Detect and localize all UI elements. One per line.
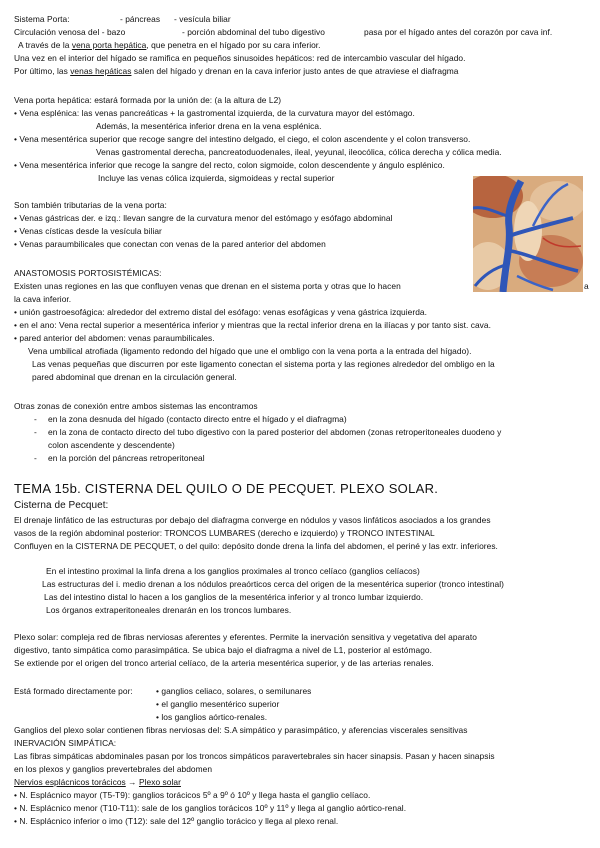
nerve-item: • N. Esplácnico inferior o imo (T12): sale del 12º ganglio torácico y llega al plexo renal. xyxy=(14,816,339,826)
portal-vein-illustration xyxy=(473,176,583,292)
anastomosis-item: • unión gastroesofágica: alrededor del extremo distal del esófago: venas esofágicas y vena gástrica izquierda. xyxy=(14,307,427,317)
anastomosis-line: la cava inferior. xyxy=(14,294,72,304)
cisterna-title: Cisterna de Pecquet: xyxy=(14,500,109,511)
venas-hepaticas-term: venas hepáticas xyxy=(70,66,132,76)
anastomosis-title: ANASTOMOSIS PORTOSISTÉMICAS: xyxy=(14,268,162,278)
plexo-solar-term: Plexo solar xyxy=(138,777,181,787)
formation-note: Incluye las venas cólica izquierda, sigmoideas y rectal superior xyxy=(98,173,335,183)
nervios-term: Nervios esplácnicos torácicos xyxy=(14,777,126,787)
circ-c: pasa por el hígado antes del corazón por cava inf. xyxy=(364,27,553,37)
other-item: en la zona desnuda del hígado (contacto directo entre el hígado y el diafragma) xyxy=(48,414,347,424)
plexo-text: en los plexos y ganglios prevertebrales del abdomen xyxy=(14,764,213,774)
formation-item: • Vena esplénica: las venas pancreáticas + la gastromental izquierda, de la curvatura mayor del estómago. xyxy=(14,108,415,118)
formation-note: Venas gastromental derecha, pancreatoduodenales, ileal, yeyunal, ileocólica, cólica derecha y cólica media. xyxy=(96,147,502,157)
dash: - xyxy=(34,414,37,424)
formed-by-label: Está formado directamente por: xyxy=(14,686,133,696)
tributary-item: • Venas gástricas der. e izq.: llevan sangre de la curvatura menor del estómago y esófago abdominal xyxy=(14,213,393,223)
cisterna-text: vasos de la región abdominal posterior: TRONCOS LUMBARES (derecho e izquierdo) y TRONCO INTESTINAL xyxy=(14,528,435,538)
anastomosis-line: Existen unas regiones en las que confluyen venas que drenan en el sistema porta y otras que lo hacen xyxy=(14,281,401,291)
circ-b: - porción abdominal del tubo digestivo xyxy=(182,27,325,37)
cisterna-detail: En el intestino proximal la linfa drena a los ganglios proximales al tronco celíaco (ganglios celíacos) xyxy=(46,566,420,576)
plexo-text: Ganglios del plexo solar contienen fibras nerviosas del: S.A simpático y parasimpático, y aferencias viscerales sensitivas xyxy=(14,725,468,735)
line3-b: , que penetra en el hígado por su cara inferior. xyxy=(146,40,321,50)
formation-intro: Vena porta hepática: estará formada por la unión de: (a la altura de L2) xyxy=(14,95,282,105)
circ-a: Circulación venosa del - bazo xyxy=(14,27,126,37)
anastomosis-note: Las venas pequeñas que discurren por este ligamento conectan el sistema porta y las regiones alrededor del ombligo en la xyxy=(32,359,495,369)
arrow-icon: → xyxy=(125,777,139,787)
portal-line-4: Una vez en el interior del hígado se ramifica en pequeños sinusoides hepáticos: red de intercambio vascular del hígado. xyxy=(14,53,466,63)
other-item-cont: colon ascendente y descendente) xyxy=(48,440,175,450)
inervacion-heading: INERVACIÓN SIMPÁTICA: xyxy=(14,738,117,748)
other-intro: Otras zonas de conexión entre ambos sistemas las encontramos xyxy=(14,401,258,411)
cisterna-text: Confluyen en la CISTERNA DE PECQUET, o del quilo: depósito donde drena la linfa del abdomen, el periné y las extr. inferiores. xyxy=(14,541,498,551)
header-col1: - páncreas xyxy=(120,14,161,24)
anastomosis-line-end: a xyxy=(584,281,589,291)
anastomosis-note: pared abdominal que drenan en la circulación general. xyxy=(32,372,237,382)
formation-item: • Vena mesentérica superior que recoge sangre del intestino delgado, el ciego, el colon ascendente y el colon transverso. xyxy=(14,134,471,144)
portal-line-5 xyxy=(14,66,459,77)
anastomosis-item: • en el ano: Vena rectal superior a mesentérica inferior y mientras que la rectal inferior drena en la ilíacas y por tanto sist. cava. xyxy=(14,320,492,330)
anastomosis-item: • pared anterior del abdomen: venas paraumbilicales. xyxy=(14,333,215,343)
plexo-text: Plexo solar: compleja red de fibras nerviosas aferentes y eferentes. Permite la inervación sensitiva y vegetativa del aparato xyxy=(14,632,477,642)
formation-item: • Vena mesentérica inferior que recoge la sangre del recto, colon sigmoide, colon descendente y ángulo esplénico. xyxy=(14,160,445,170)
tributaries-intro: Son también tributarias de la vena porta: xyxy=(14,200,167,210)
tributary-item: • Venas paraumbilicales que conectan con venas de la pared anterior del abdomen xyxy=(14,239,326,249)
line3-a: A través de la xyxy=(18,40,72,50)
header-line xyxy=(14,14,231,25)
header-col2: - vesícula biliar xyxy=(174,14,231,24)
line5-a: Por último, las xyxy=(14,66,71,76)
plexo-text: Las fibras simpáticas abdominales pasan por los troncos simpáticos paravertebrales sin hacer sinapsis. Pasan y hacen sinapsis xyxy=(14,751,495,761)
dash: - xyxy=(34,453,37,463)
plexo-text: digestivo, tanto simpática como parasimpática. Se ubica bajo el diafragma a nivel de L1, posterior al estómago. xyxy=(14,645,433,655)
nerve-item: • N. Esplácnico menor (T10-T11): sale de los ganglios torácicos 10º y 11º y llega al ganglio aórtico-renal. xyxy=(14,803,407,813)
cisterna-detail: Las estructuras del i. medio drenan a los nódulos preaórticos cerca del origen de la mesentérica superior (tronco intestinal) xyxy=(42,579,504,589)
portal-line-3 xyxy=(18,40,321,51)
circulation-line xyxy=(14,27,553,38)
cisterna-detail: Las del intestino distal lo hacen a los ganglios de la mesentérica inferior y al tronco lumbar izquierdo. xyxy=(44,592,424,602)
line5-b: salen del hígado y drenan en la cava inferior justo antes de que atraviese el diafragma xyxy=(131,66,459,76)
other-item: en la zona de contacto directo del tubo digestivo con la pared posterior del abdomen (zonas retroperitoneales duodeno y xyxy=(48,427,502,437)
other-item: en la porción del páncreas retroperitoneal xyxy=(48,453,205,463)
anastomosis-note: Vena umbilical atrofiada (ligamento redondo del hígado que une el ombligo con la vena porta a la entrada del hígado). xyxy=(28,346,472,356)
nervios-line xyxy=(14,777,181,788)
vena-porta-term: vena porta hepática xyxy=(71,40,147,50)
section-heading: TEMA 15b. CISTERNA DEL QUILO O DE PECQUET. PLEXO SOLAR. xyxy=(14,481,439,496)
cisterna-text: El drenaje linfático de las estructuras por debajo del diafragma converge en nódulos y vasos linfáticos asociados a los grandes xyxy=(14,515,491,525)
header-title: Sistema Porta: xyxy=(14,14,70,24)
formed-by-item: • el ganglio mesentérico superior xyxy=(156,699,280,709)
nerve-item: • N. Esplácnico mayor (T5-T9): ganglios torácicos 5º a 9º ó 10º y llega hasta el ganglio celíaco. xyxy=(14,790,371,800)
dash: - xyxy=(34,427,37,437)
plexo-text: Se extiende por el origen del tronco arterial celíaco, de la arteria mesentérica superior, y de las arterias renales. xyxy=(14,658,434,668)
formed-by-item: • ganglios celiaco, solares, o semilunares xyxy=(156,686,312,696)
tributary-item: • Venas císticas desde la vesícula biliar xyxy=(14,226,162,236)
formation-note: Además, la mesentérica inferior drena en la vena esplénica. xyxy=(96,121,322,131)
cisterna-detail: Los órganos extraperitoneales drenarán en los troncos lumbares. xyxy=(46,605,292,615)
formed-by-item: • los ganglios aórtico-renales. xyxy=(156,712,268,722)
